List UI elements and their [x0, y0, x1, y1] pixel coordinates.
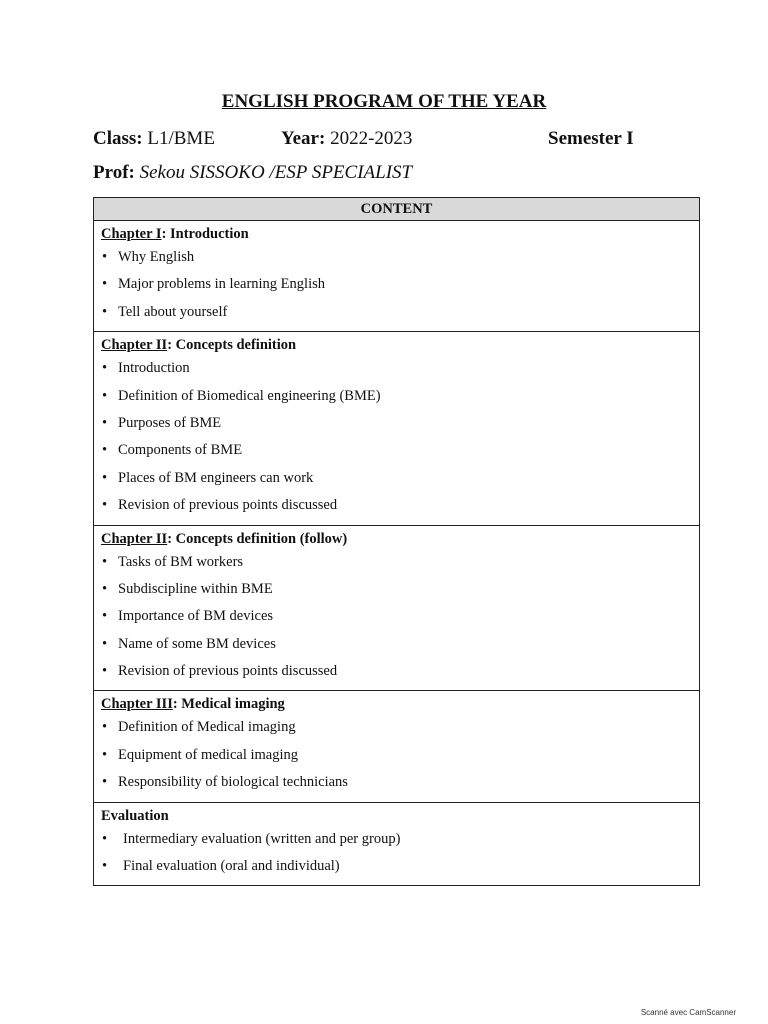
evaluation-cell — [94, 802, 700, 886]
prof-name: Sekou SISSOKO /ESP SPECIALIST — [139, 162, 413, 183]
chapter-number: Chapter II — [101, 337, 168, 354]
chapter-items — [101, 355, 692, 519]
chapter-heading — [101, 335, 692, 355]
chapter-title: : Concepts definition — [167, 337, 297, 354]
table-row — [94, 525, 700, 691]
list-item: • Why English — [101, 244, 692, 271]
prof-label: Prof: — [93, 162, 135, 183]
year-value: 2022-2023 — [330, 128, 413, 149]
semester-label: Semester I — [548, 128, 634, 149]
year-group — [281, 128, 412, 150]
list-item: • Definition of Biomedical engineering (BME) — [101, 383, 692, 410]
list-item: • Intermediary evaluation (written and per group) — [101, 826, 692, 853]
list-item: • Tasks of BM workers — [101, 549, 692, 576]
list-item: • Major problems in learning English — [101, 271, 692, 298]
chapter-cell — [94, 691, 700, 802]
list-item: • Name of some BM devices — [101, 631, 692, 658]
list-item: • Definition of Medical imaging — [101, 714, 692, 741]
chapter-title: : Medical imaging — [172, 696, 285, 713]
content-header: CONTENT — [94, 198, 700, 221]
evaluation-items — [101, 826, 692, 881]
chapter-cell — [94, 332, 700, 525]
prof-row — [93, 162, 412, 184]
list-item: • Revision of previous points discussed — [101, 658, 692, 685]
chapter-number: Chapter III — [101, 696, 173, 713]
list-item: • Revision of previous points discussed — [101, 492, 692, 519]
chapter-title: : Introduction — [161, 226, 249, 242]
table-row — [94, 691, 700, 802]
table-row — [94, 332, 700, 525]
page-title: ENGLISH PROGRAM OF THE YEAR — [221, 91, 547, 112]
list-item: • Purposes of BME — [101, 410, 692, 437]
list-item: • Tell about yourself — [101, 299, 692, 326]
class-value: L1/BME — [147, 128, 215, 149]
chapter-heading — [101, 529, 692, 549]
list-item: • Introduction — [101, 355, 692, 382]
list-item: • Equipment of medical imaging — [101, 742, 692, 769]
list-item: • Places of BM engineers can work — [101, 465, 692, 492]
chapter-cell — [94, 221, 700, 332]
chapter-cell — [94, 525, 700, 691]
list-item: • Subdiscipline within BME — [101, 576, 692, 603]
chapter-heading — [101, 224, 692, 244]
chapter-items — [101, 714, 692, 796]
list-item: • Final evaluation (oral and individual) — [101, 853, 692, 880]
chapter-title: : Concepts definition (follow) — [167, 530, 348, 547]
content-table — [93, 197, 700, 886]
list-item: • Importance of BM devices — [101, 603, 692, 630]
list-item: • Responsibility of biological technicians — [101, 769, 692, 796]
scanner-watermark: Scanné avec CamScanner — [640, 1008, 736, 1017]
chapter-items — [101, 244, 692, 326]
evaluation-heading: Evaluation — [101, 807, 169, 824]
chapter-heading — [101, 694, 692, 714]
table-row — [94, 802, 700, 886]
table-row — [94, 221, 700, 332]
class-label: Class: — [93, 128, 143, 149]
list-item: • Components of BME — [101, 437, 692, 464]
chapter-number: Chapter I — [101, 226, 162, 242]
class-year-row — [93, 128, 634, 150]
chapter-number: Chapter II — [101, 530, 168, 547]
year-label: Year: — [281, 128, 326, 149]
chapter-items — [101, 549, 692, 686]
